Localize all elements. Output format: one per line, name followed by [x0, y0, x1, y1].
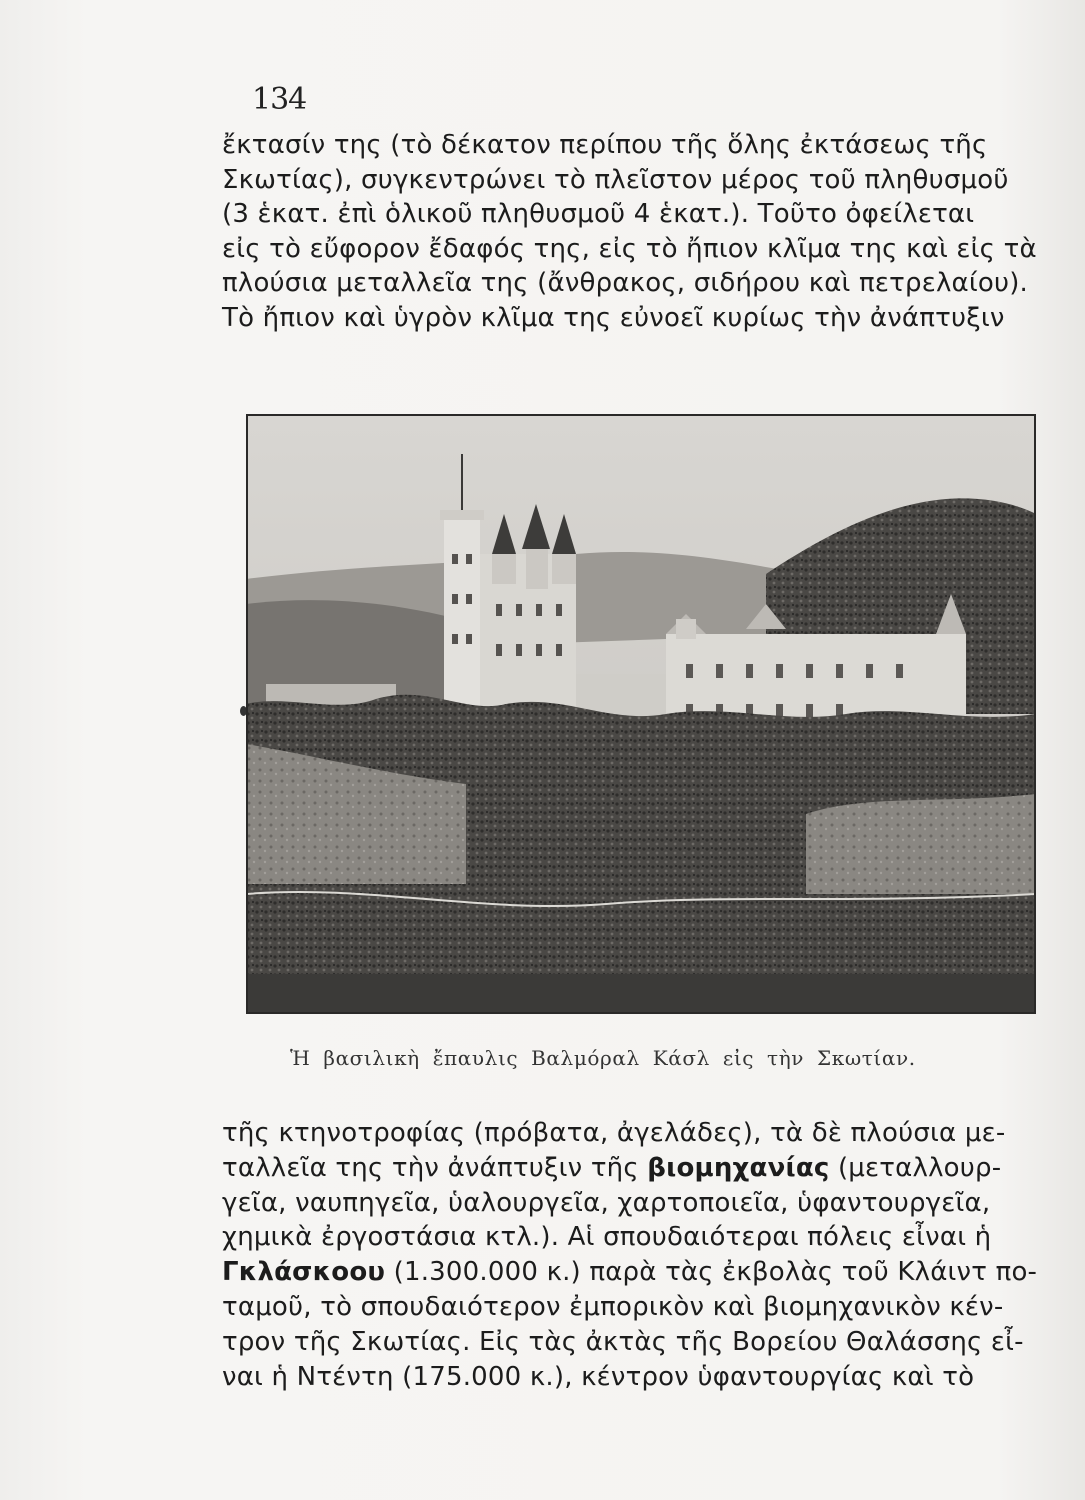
paragraph-bottom — [222, 1116, 1082, 1394]
page-number: 134 — [252, 82, 307, 117]
text-line — [222, 1255, 1082, 1290]
text-line: Τὸ ἤπιον καὶ ὑγρὸν κλῖμα της εὐνοεῖ κυρίως τὴν ἀνάπτυξιν — [222, 302, 1005, 333]
figure-caption: Ἡ βασιλικὴ ἔπαυλις Βαλμόραλ Κάσλ εἰς τὴν Σκωτίαν. — [290, 1046, 916, 1070]
text-line: τῆς κτηνοτροφίας (πρόβατα, ἀγελάδες), τὰ δὲ πλούσια με- — [222, 1118, 1006, 1148]
text-segment: (μεταλλουρ- — [829, 1152, 1002, 1183]
text-line: γεῖα, ναυπηγεῖα, ὑαλουργεῖα, χαρτοποιεῖα, ὑφαντουργεῖα, — [222, 1187, 991, 1218]
text-line: τρον τῆς Σκωτίας. Εἰς τὰς ἀκτὰς τῆς Βορείου Θαλάσσης εἶ- — [222, 1326, 1024, 1357]
text-line: πλούσια μεταλλεῖα της (ἄνθρακος, σιδήρου καὶ πετρελαίου). — [222, 268, 1029, 298]
text-segment: ταλλεῖα της τὴν ἀνάπτυξιν τῆς — [222, 1152, 648, 1183]
bold-term-glasgow: Γκλάσκοου — [222, 1257, 386, 1288]
paragraph-top — [222, 128, 1082, 335]
text-segment: (1.300.000 κ.) παρὰ τὰς ἐκβολὰς τοῦ Κλάιντ πο- — [385, 1257, 1038, 1288]
text-line: εἰς τὸ εὔφορον ἔδαφός της, εἰς τὸ ἤπιον κλῖμα της καὶ εἰς τὰ — [222, 233, 1037, 264]
text-line — [222, 1151, 1082, 1186]
text-line: (3 ἑκατ. ἐπὶ ὁλικοῦ πληθυσμοῦ 4 ἑκατ.). Τοῦτο ὀφείλεται — [222, 199, 975, 229]
text-line: ταμοῦ, τὸ σπουδαιότερον ἐμπορικὸν καὶ βιομηχανικὸν κέν- — [222, 1291, 1004, 1322]
text-line: ἔκτασίν της (τὸ δέκατον περίπου τῆς ὅλης ἐκτάσεως τῆς — [222, 130, 988, 160]
balmoral-castle-photo — [246, 414, 1036, 1014]
text-line: ναι ἡ Ντέντη (175.000 κ.), κέντρον ὑφαντουργίας καὶ τὸ — [222, 1361, 975, 1392]
bold-term-industry: βιομηχανίας — [647, 1152, 830, 1183]
text-line: χημικὰ ἐργοστάσια κτλ.). Αἱ σπουδαιότεραι πόλεις εἶναι ἡ — [222, 1222, 992, 1253]
text-line: Σκωτίας), συγκεντρώνει τὸ πλεῖστον μέρος τοῦ πληθυσμοῦ — [222, 164, 1009, 195]
